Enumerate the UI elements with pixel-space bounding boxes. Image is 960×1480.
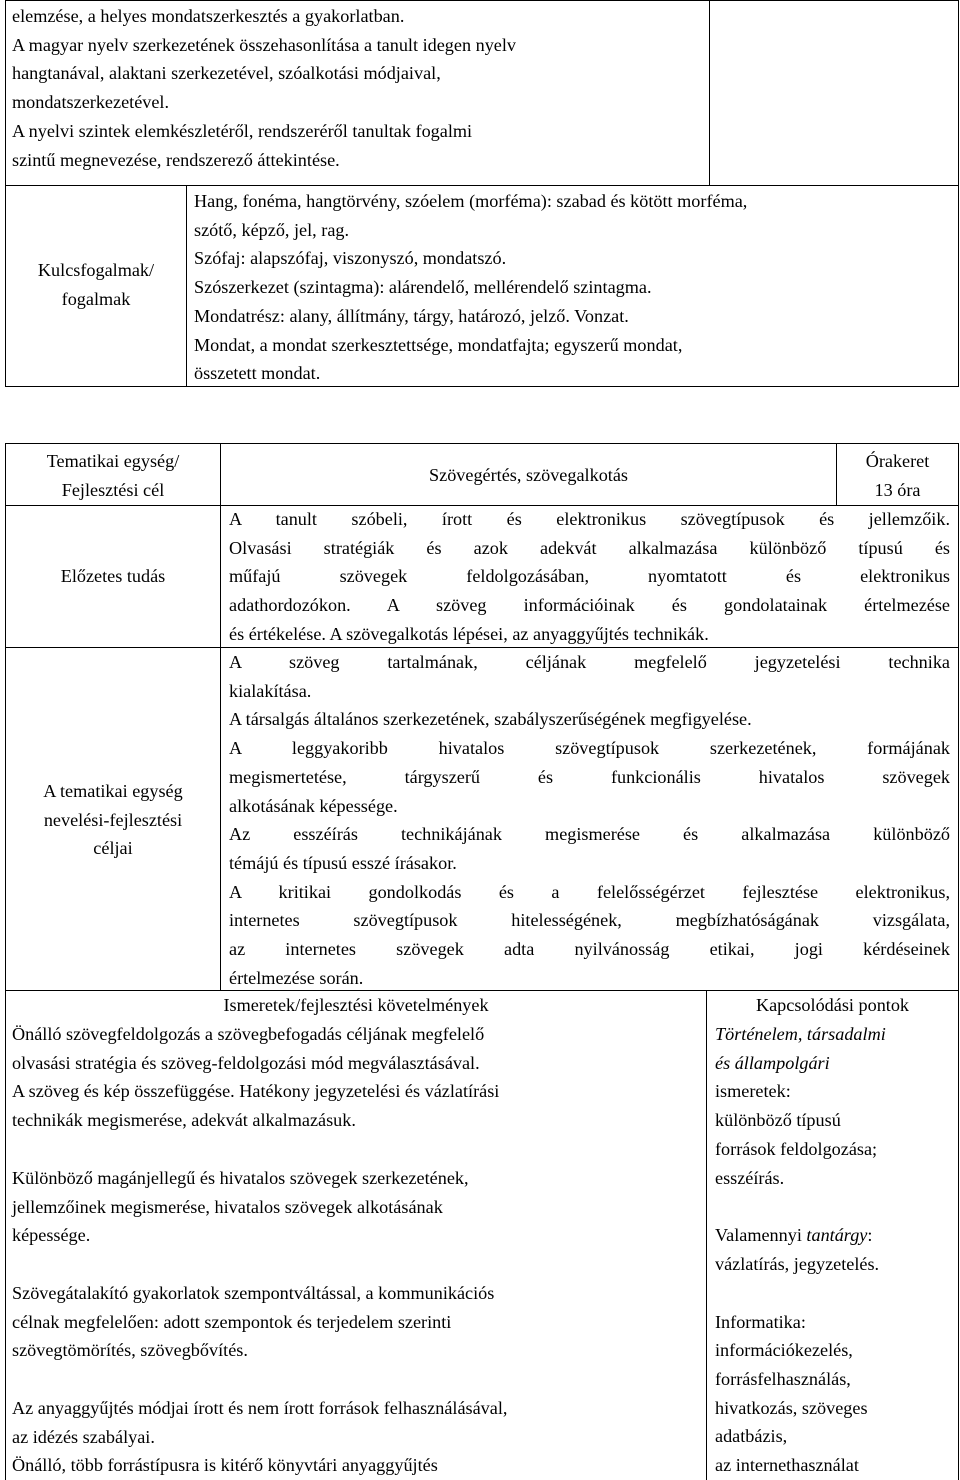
- table1-right-border: [958, 0, 959, 387]
- top-line: szintű megnevezése, rendszerező áttekintése.: [12, 149, 340, 170]
- goals-line: az internetes szövegek adta nyilvánosság etikai, jogi kérdéseinek: [229, 939, 950, 960]
- links-history-line: esszéírás.: [715, 1167, 785, 1188]
- goals-line: alkotásának képessége.: [229, 795, 398, 816]
- table2-label-divider: [220, 443, 221, 990]
- requirements-line: Szövegátalakító gyakorlatok szempontváltással, a kommunikációs: [12, 1282, 495, 1303]
- requirements-line: A szöveg és kép összefüggése. Hatékony jegyzetelési és vázlatírási: [12, 1081, 500, 1102]
- top-line: hangtanával, alaktani szerkezetével, szóalkotási módjaival,: [12, 63, 441, 84]
- table2-top-border: [5, 443, 959, 444]
- requirements-line: Önálló, több forrástípusra is kitérő könyvtári anyaggyűjtés: [12, 1455, 438, 1476]
- requirements-line: Az anyaggyűjtés módjai írott és nem írott források felhasználásával,: [12, 1398, 508, 1419]
- links-history-line: források feldolgozása;: [715, 1138, 878, 1159]
- prior-line: A tanult szóbeli, írott és elektronikus szövegtípusok és jellemzőik.: [229, 509, 950, 529]
- goals-line: A leggyakoribb hivatalos szövegtípusok szerkezetének, formájának: [229, 738, 950, 759]
- links-all-subjects-suffix: :: [867, 1225, 873, 1246]
- table1-keyconcepts-divider: [186, 185, 187, 386]
- top-line: mondatszerkezetével.: [12, 92, 170, 113]
- hours-value: 13 óra: [874, 479, 921, 500]
- goals-line: A kritikai gondolkodás és a felelősségérzet fejlesztése elektronikus,: [229, 881, 950, 902]
- table2-links-divider: [706, 990, 707, 1480]
- prior-line: műfajú szövegek feldolgozásában, nyomtatott és elektronikus: [229, 566, 950, 587]
- links-history-line: különböző típusú: [715, 1110, 841, 1131]
- top-text-block: [12, 2, 707, 174]
- goals-label-line1: A tematikai egység: [43, 781, 183, 801]
- goals-line: értelmezése során.: [229, 967, 364, 988]
- links-it-line: információkezelés,: [715, 1340, 853, 1361]
- key-concepts-line: Mondatrész: alany, állítmány, tárgy, határozó, jelző. Vonzat.: [194, 305, 629, 326]
- links-history-title: Történelem, társadalmi: [715, 1024, 886, 1044]
- links-history-title: és állampolgári: [715, 1052, 830, 1073]
- goals-content: [229, 648, 950, 992]
- links-all-subjects-prefix: Valamennyi: [715, 1225, 807, 1246]
- links-it-line: az internethasználat: [715, 1455, 859, 1476]
- goals-line: A társalgás általános szerkezetének, szabályszerűségének megfigyelése.: [229, 709, 752, 730]
- goals-label-line2: nevelési-fejlesztési: [43, 809, 183, 830]
- top-line: A magyar nyelv szerkezetének összehasonlítása a tanult idegen nyelv: [12, 34, 517, 55]
- table2-right-border: [958, 443, 959, 1480]
- key-concepts-line: összetett mondat.: [194, 363, 321, 384]
- key-concepts-line: Szófaj: alapszófaj, viszonyszó, mondatszó.: [194, 248, 507, 269]
- hours-box: [837, 447, 958, 504]
- table1-top-border: [5, 0, 959, 1]
- requirements-header: Ismeretek/fejlesztési követelmények: [223, 995, 489, 1015]
- links-it-line: hivatkozás, szöveges: [715, 1397, 868, 1418]
- key-concepts-content: [194, 187, 956, 388]
- requirements-content: [12, 1020, 704, 1480]
- table2-left-border: [5, 443, 6, 1480]
- links-history-line: ismeretek:: [715, 1081, 791, 1102]
- goals-line: internetes szövegtípusok hitelességének, megbízhatóságának vizsgálata,: [229, 910, 950, 931]
- key-concepts-label: [6, 256, 186, 313]
- requirements-line: az idézés szabályai.: [12, 1426, 155, 1447]
- top-line: elemzése, a helyes mondatszerkesztés a gyakorlatban.: [12, 6, 405, 26]
- requirements-line: képessége.: [12, 1225, 91, 1246]
- links-it-line: adatbázis,: [715, 1426, 788, 1447]
- links-all-subjects-italic: tantárgy: [806, 1225, 868, 1246]
- requirements-line: Különböző magánjellegű és hivatalos szövegek szerkezetének,: [12, 1167, 469, 1188]
- key-concepts-label-line2: fogalmak: [61, 288, 131, 309]
- requirements-line: szövegtömörítés, szövegbővítés.: [12, 1340, 248, 1361]
- requirements-line: Önálló szövegfeldolgozás a szövegbefogadás céljának megfelelő: [12, 1024, 485, 1044]
- prior-line: Olvasási stratégiák és azok adekvát alkalmazása különböző típusú és: [229, 537, 950, 558]
- key-concepts-line: Hang, fonéma, hangtörvény, szóelem (morféma): szabad és kötött morféma,: [194, 191, 748, 211]
- links-content: [715, 1020, 955, 1480]
- table1-left-border: [5, 0, 6, 387]
- requirements-line: olvasási stratégia és szöveg-feldolgozási mód megválasztásával.: [12, 1052, 480, 1073]
- key-concepts-label-line1: Kulcsfogalmak/: [37, 260, 155, 280]
- links-header: Kapcsolódási pontok: [755, 995, 910, 1015]
- requirements-line: technikák megismerése, adekvát alkalmazásuk.: [12, 1110, 356, 1131]
- table1-mid-border: [5, 185, 959, 186]
- unit-label-line2: Fejlesztési cél: [61, 479, 165, 500]
- links-it-line: Informatika:: [715, 1311, 806, 1332]
- goals-line: A szöveg tartalmának, céljának megfelelő jegyzetelési technika: [229, 652, 950, 672]
- hours-label: Órakeret: [865, 451, 930, 471]
- links-it-line: forrásfelhasználás,: [715, 1369, 851, 1390]
- table1-top-divider: [709, 0, 710, 185]
- goals-line: Az esszéírás technikájának megismerése és alkalmazása különböző: [229, 824, 950, 845]
- key-concepts-line: szótő, képző, jel, rag.: [194, 219, 350, 240]
- unit-title: Szövegértés, szövegalkotás: [429, 465, 628, 485]
- goals-line: megismertetése, tárgyszerű és funkcionális hivatalos szövegek: [229, 766, 950, 787]
- prior-content: [229, 505, 950, 649]
- goals-label-line3: céljai: [93, 838, 133, 859]
- requirements-line: célnak megfelelően: adott szempontok és terjedelem szerinti: [12, 1311, 452, 1332]
- key-concepts-line: Szószerkezet (szintagma): alárendelő, mellérendelő szintagma.: [194, 277, 652, 298]
- links-all-subjects-line2: vázlatírás, jegyzetelés.: [715, 1253, 880, 1274]
- goals-label: [6, 777, 220, 863]
- unit-label-line1: Tematikai egység/: [46, 451, 180, 471]
- prior-label: Előzetes tudás: [60, 566, 166, 586]
- prior-line: adathordozókon. A szöveg információinak és gondolatainak értelmezése: [229, 595, 950, 616]
- key-concepts-line: Mondat, a mondat szerkesztettsége, mondatfajta; egyszerű mondat,: [194, 334, 683, 355]
- requirements-line: jellemzőinek megismerése, hivatalos szövegek alkotásának: [12, 1196, 443, 1217]
- goals-line: kialakítása.: [229, 680, 312, 701]
- goals-line: témájú és típusú esszé írásakor.: [229, 852, 457, 873]
- unit-label: [6, 447, 220, 504]
- top-line: A nyelvi szintek elemkészletéről, rendszeréről tanultak fogalmi: [12, 120, 473, 141]
- prior-line: és értékelése. A szövegalkotás lépései, az anyaggyűjtés technikák.: [229, 623, 709, 644]
- links-all-subjects: [715, 1221, 955, 1250]
